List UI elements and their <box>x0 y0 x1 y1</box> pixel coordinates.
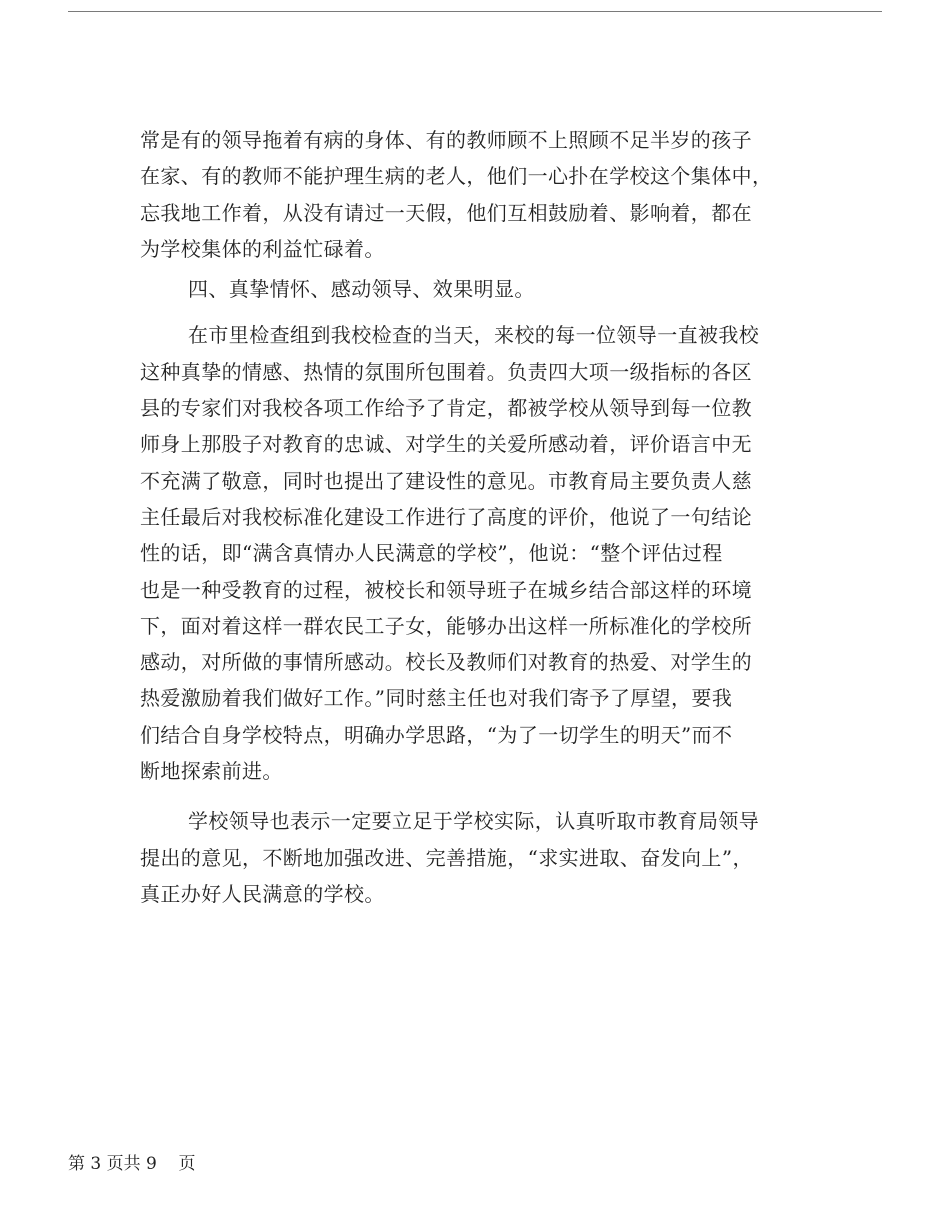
text-line: 学校领导也表示一定要立足于学校实际，认真听取市教育局领导 <box>188 809 760 834</box>
text-line: 县的专家们对我校各项工作给予了肯定，都被学校从领导到每一位教 <box>140 396 752 421</box>
section-heading: 四、真挚情怀、感动领导、效果明显。 <box>188 277 535 302</box>
text-line: 真正办好人民满意的学校。 <box>140 881 385 906</box>
page-number: 第 3 页共 9 页 <box>68 1154 196 1174</box>
text-line: 提出的意见，不断地加强改进、完善措施，“求实进取、奋发向上”， <box>140 845 753 870</box>
text-line: 师身上那股子对教育的忠诚、对学生的关爱所感动着，评价语言中无 <box>140 432 752 457</box>
text-line: 不充满了敬意，同时也提出了建设性的意见。市教育局主要负责人慈 <box>140 468 752 493</box>
text-line: 性的话，即“满含真情办人民满意的学校”，他说：“整个评估过程 <box>140 541 723 566</box>
paragraph-continued <box>140 122 773 267</box>
header-rule <box>68 11 882 12</box>
text-line: 们结合自身学校特点，明确办学思路，“为了一切学生的明天”而不 <box>140 722 733 747</box>
text-line: 感动，对所做的事情所感动。校长及教师们对教育的热爱、对学生的 <box>140 650 752 675</box>
text-line: 在市里检查组到我校检查的当天，来校的每一位领导一直被我校 <box>188 323 760 348</box>
text-line: 这种真挚的情感、热情的氛围所包围着。负责四大项一级指标的各区 <box>140 359 752 384</box>
text-line: 在家、有的教师不能护理生病的老人，他们一心扑在学校这个集体中， <box>140 164 773 189</box>
paragraph-leadership <box>140 803 770 912</box>
text-line: 为学校集体的利益忙碌着。 <box>140 236 385 261</box>
text-line: 断地探索前进。 <box>140 759 283 784</box>
text-line: 也是一种受教育的过程，被校长和领导班子在城乡结合部这样的环境 <box>140 577 752 602</box>
document-body <box>140 122 773 912</box>
text-line: 忘我地工作着，从没有请过一天假，他们互相鼓励着、影响着，都在 <box>140 200 752 225</box>
text-line: 常是有的领导拖着有病的身体、有的教师顾不上照顾不足半岁的孩子 <box>140 128 752 152</box>
text-line: 下，面对着这样一群农民工子女，能够办出这样一所标准化的学校所 <box>140 613 752 638</box>
text-line: 热爱激励着我们做好工作。”同时慈主任也对我们寄予了厚望，要我 <box>140 686 733 711</box>
paragraph-inspection <box>140 317 770 789</box>
text-line: 主任最后对我校标准化建设工作进行了高度的评价，他说了一句结论 <box>140 504 752 529</box>
